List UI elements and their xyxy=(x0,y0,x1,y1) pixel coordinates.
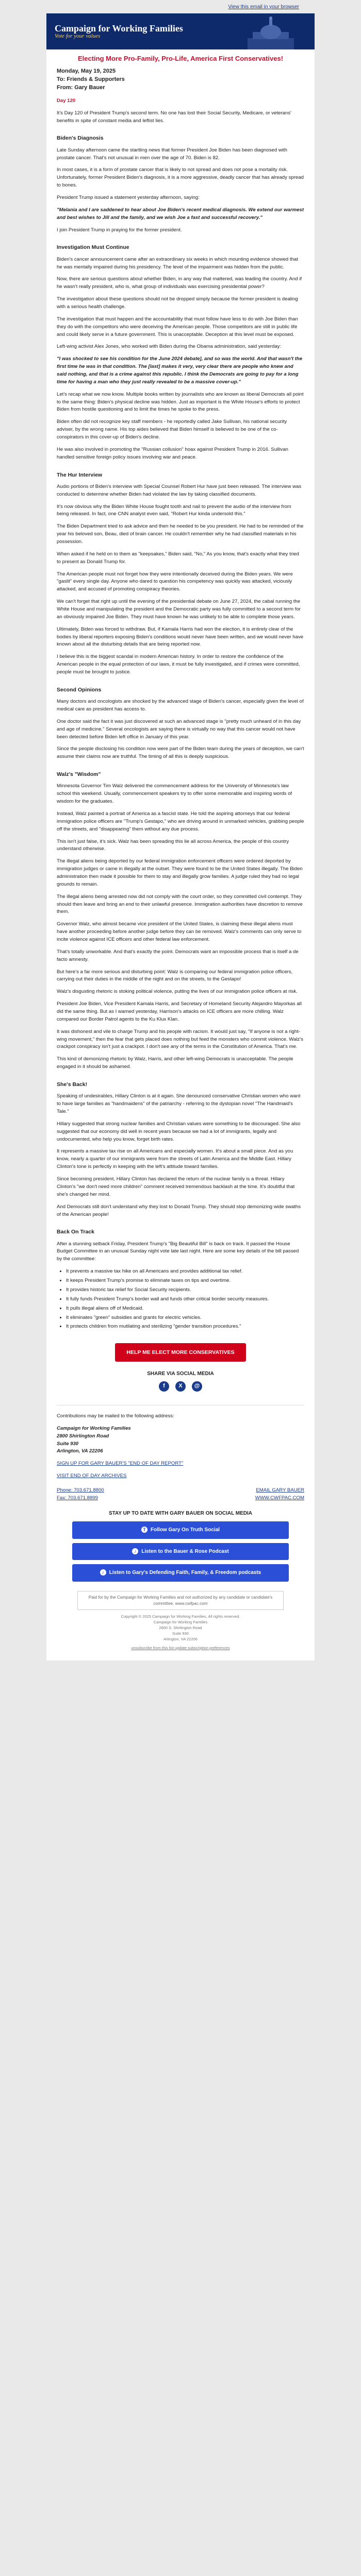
email-from: From: Gary Bauer xyxy=(57,84,105,91)
section-title-diagnosis: Biden's Diagnosis xyxy=(57,135,104,142)
logo xyxy=(55,24,183,39)
list-item: • It pulls illegal aliens off of Medicaid. xyxy=(66,1305,304,1313)
bill-bullets xyxy=(66,1268,304,1331)
podcast-icon: ♪ xyxy=(100,1569,106,1575)
email-body xyxy=(46,97,315,1405)
fax-link[interactable]: Fax: 703.671.8899 xyxy=(57,1495,99,1501)
list-item: • It protects children from mutilating and sterilizing "gender transition procedures." xyxy=(66,1323,304,1331)
paragraph: Walz's disgusting rhetoric is stoking political violence, putting the lives of our immigration police officers at risk. xyxy=(57,989,298,995)
headline: Electing More Pro-Family, Pro-Life, America First Conservatives! xyxy=(46,49,315,65)
address-line: Campaign for Working Families xyxy=(57,1425,131,1431)
paragraph: President Trump issued a statement yesterday afternoon, saying: xyxy=(57,194,200,200)
paragraph: Biden often did not recognize key staff members - he reportedly called Jake Sullivan, his national security adviser, by the wrong name. His top aides believed that Biden himself is believed to be one of the co-conspirators in this cover-up of Biden's decline. xyxy=(57,419,287,440)
legal-line: Suite 930 xyxy=(172,1631,189,1636)
paragraph: This isn't just false, it's sick. Walz has been spreading this lie all across America, the people of this country understand otherwise. xyxy=(57,838,289,852)
paragraph: Governor Walz, who almost became vice president of the United States, is claiming these illegal aliens must have another proceeding before another judge before they can be removed. Walz's comments can only serve to incite violence against ICE officers and other federal law enforcement. xyxy=(57,921,302,943)
x-icon[interactable]: X xyxy=(175,1381,186,1392)
logo-line2: Vote for your values xyxy=(55,32,101,39)
paragraph: It's now obvious why the Biden White House fought tooth and nail to prevent the audio of the interview from being released. In fact, one CNN analyst even said, "Robert Hur kinda undersold this." xyxy=(57,503,291,517)
paragraph: Let's recap what we now know. Multiple books written by journalists who are known as liberal Democrats all point to the same thing: Biden's physical decline was hidden. Just as important is the White House's efforts to protect Biden from hostile questioning and to limit the times he spoke to the press. xyxy=(57,391,304,413)
archives-link[interactable]: VISIT END OF DAY ARCHIVES xyxy=(57,1473,127,1479)
address-line: Arlington, VA 22206 xyxy=(57,1448,103,1454)
contact-right xyxy=(255,1486,304,1502)
section-title-hur: The Hur Interview xyxy=(57,471,103,478)
email-card xyxy=(46,13,315,1660)
paragraph: Biden's cancer announcement came after an extraordinary six weeks in which mounting evidence showed that he was mentally impaired during his presidency. The level of the impairment was hidden from the public. xyxy=(57,256,298,270)
email-to: To: Friends & Supporters xyxy=(57,76,125,82)
defending-podcast-button[interactable] xyxy=(72,1564,289,1582)
social-title: STAY UP TO DATE WITH GARY BAUER ON SOCIAL MEDIA xyxy=(109,1510,252,1516)
paragraph: And Democrats still don't understand why they lost to Donald Trump. They should stop demonizing wide swaths of the American people! xyxy=(57,1204,301,1217)
email-link[interactable]: EMAIL GARY BAUER xyxy=(256,1487,304,1493)
paragraph: Ultimately, Biden was forced to withdraw. But, if Kamala Harris had won the election, it is entirely clear of the bodies by liberal reporters exposing Biden's conditions would never have been written, and we would never have known about all the disturbing details that are being reported now. xyxy=(57,626,304,648)
paragraph: That's totally unworkable. And that's exactly the point. Democrats want an impossible process that is itself a de facto amnesty. xyxy=(57,948,299,962)
paragraph: The American people must not forget how they were intentionally deceived during the Biden years. We were "gaslit" every single day. Anyone who dared to question his competency was quickly was attacked, viciously attacked, and accused of promoting conspiracy theories. xyxy=(57,571,293,592)
paragraph: The Biden Department tried to ask advice and then he needed to be you president. He had to be reminded of the year his beloved son, Beau, died of brain cancer. He couldn't remember why he had classified materials in his possession. xyxy=(57,523,304,545)
quote: "Melania and I are saddened to hear about Joe Biden's recent medical diagnosis. We extend our warmest and best wishes to Jill and the family, and we wish Joe a fast and successful recovery." xyxy=(57,207,304,221)
list-item: • It fully funds President Trump's border wall and funds other critical border security measures. xyxy=(66,1296,304,1303)
capitol-icon xyxy=(237,13,304,49)
paragraph: The illegal aliens being arrested now did not comply with the court order, so they committed civil contempt. They should then leave and bring an end to their unlawful presence. Immigration authorities have discretion to remove them. xyxy=(57,893,303,915)
address-line: 2800 Shirlington Road xyxy=(57,1433,109,1439)
paragraph: When asked if he held on to them as "keepsakes," Biden said, "No," As you know, that's exactly what they tried to present as Donald Trump for. xyxy=(57,551,299,565)
paragraph: I believe this is the biggest scandal in modern American history. In order to restore the confidence of the American people in the equal protection of our laws, it must be fully investigated, and if crimes were committed, people must be brought to justice. xyxy=(57,654,300,675)
section-title-opinions: Second Opinions xyxy=(57,686,102,693)
phone-link[interactable]: Phone: 703.671.8800 xyxy=(57,1487,104,1493)
paragraph: We can't forget that right up until the evening of the presidential debate on June 27, 2024, the cabal running the White House and manipulating the president and the Democratic party was fully committed to a second term for an obviously impaired Joe Biden. They must have known he was unlikely to be able to complete those years. xyxy=(57,599,301,620)
paragraph: Since the people disclosing his condition now were part of the Biden team during the years of deception, we can't assume their claims now are truthful. The timing of all this is deeply suspicious. xyxy=(57,746,304,760)
signup-link[interactable]: SIGN UP FOR GARY BAUER'S "END OF DAY REPORT" xyxy=(57,1461,184,1467)
legal xyxy=(57,1586,304,1651)
view-in-browser-link[interactable]: View this email in your browser xyxy=(228,4,299,10)
footer-address xyxy=(57,1425,304,1455)
contact-row xyxy=(57,1486,304,1502)
section-title-shes-back: She's Back! xyxy=(57,1081,88,1088)
unsubscribe-row[interactable]: unsubscribe from this list update subscription preferences xyxy=(131,1645,230,1650)
day-counter: Day 120 xyxy=(57,97,76,104)
podcast-icon: ♪ xyxy=(132,1548,138,1554)
legal-line: Campaign for Working Families xyxy=(153,1620,208,1625)
section-title-back-on-track: Back On Track xyxy=(57,1229,94,1235)
paragraph: Minnesota Governor Tim Walz delivered the commencement address for the University of Minnesota's law school this weekend. Usually, commencement speakers try to offer some memorable and inspiring words of wisdom for the graduates. xyxy=(57,783,292,805)
donate-button[interactable]: HELP ME ELECT MORE CONSERVATIVES xyxy=(115,1343,245,1362)
paragraph: Left-wing activist Alex Jones, who worked with Biden during the Obama administration, said yesterday: xyxy=(57,344,282,350)
paragraph: After a stunning setback Friday, President Trump's "Big Beautiful Bill" is back on track. It passed the House Budget Committee in an unusual Sunday night vote late last night. Here are some key details of the bill passed by the committee: xyxy=(57,1241,299,1262)
share-icons xyxy=(57,1381,304,1392)
paragraph: But here's a far more serious and disturbing point: Walz is comparing our federal immigration police officers, carrying out their duties in the middle of the night and on the streets, to the Gestapo! xyxy=(57,969,293,982)
legal-line: 2800 S. Shirlington Road xyxy=(159,1625,202,1631)
facebook-icon[interactable]: f xyxy=(159,1381,169,1392)
paragraph: The illegal aliens being deported by our federal immigration enforcement officers were ordered deported by immigration judges or came in illegally at the outset. They were found to be the United States illegally. The Biden administration then made it possible for them to stay and illegally grow families. A judge ruled they had no legal grounds to remain. xyxy=(57,858,303,887)
pill-label: Follow Gary On Truth Social xyxy=(151,1527,220,1533)
share-title: SHARE VIA SOCIAL MEDIA xyxy=(147,1371,214,1377)
list-item: • It provides historic tax relief for Social Security recipients. xyxy=(66,1286,304,1294)
email-date: Monday, May 19, 2025 xyxy=(57,68,116,74)
paragraph: Hillary suggested that strong nuclear families and Christian values were something to be discouraged. She also suggested that our economy did well in recent years because we had a lot of immigrants, legally and undocumented, who help you know, forget birth rates. xyxy=(57,1121,301,1142)
topbar xyxy=(0,0,361,13)
site-link[interactable]: WWW.CWFPAC.COM xyxy=(255,1495,304,1501)
truth-social-icon: T xyxy=(141,1527,147,1533)
paragraph: Audio portions of Biden's interview with Special Counsel Robert Hur have just been released. The interview was conducted to determine whether Biden had violated the law by taking classified documents. xyxy=(57,483,302,497)
pill-label: Listen to the Bauer & Rose Podcast xyxy=(141,1548,229,1554)
truth-social-button[interactable] xyxy=(72,1521,289,1539)
paragraph: In most cases, it is a form of prostate cancer that is likely to not spread and does not pose a mortality risk. Unfortunately, former President Biden's diagnosis, it is a more aggressive, deadly cancer that has already spread to bones. xyxy=(57,167,304,189)
paragraph: One doctor said the fact it was just discovered at such an advanced stage is "pretty much unheard of in this day and age of medicine." Several oncologists are saying there is virtually no way that this cancer would not have been detected before Biden left office in January of this year. xyxy=(57,718,301,740)
contact-left xyxy=(57,1486,104,1502)
logo-line1: Campaign for Working Families xyxy=(55,23,183,33)
paragraph: This kind of demonizing rhetoric by Walz, Harris, and other left-wing Democrats is unacceptable. The people engaged in it should be ashamed. xyxy=(57,1056,293,1070)
email-meta xyxy=(46,65,315,97)
section-title-walz: Walz's "Wisdom" xyxy=(57,771,101,778)
paragraph: Instead, Walz painted a portrait of America as a fascist state. He told the aspiring attorneys that our federal immigration police officers are "Trump's Gestapo," who are driving around in unmarked vehicles, grabbing people off the streets, and "disappearing" them without any due process. xyxy=(57,811,304,832)
section-title-investigation: Investigation Must Continue xyxy=(57,244,129,251)
paragraph: I join President Trump in praying for the former president. xyxy=(57,227,182,233)
email-icon[interactable]: @ xyxy=(192,1381,202,1392)
list-item: • It prevents a massive tax hike on all Americans and provides additional tax relief. xyxy=(66,1268,304,1276)
footer xyxy=(46,1405,315,1660)
intro-paragraph: It's Day 120 of President Trump's second term. No one has lost their Social Security, Medicare, or veterans' benefits in spite of constant media and leftist lies. xyxy=(57,110,291,124)
paragraph: Now, there are serious questions about whether Biden, in any way that mattered, was leading the country. And if he wasn't really president, who is, what group of individuals was exercising presidential power? xyxy=(57,276,302,290)
address-line: Suite 930 xyxy=(57,1440,79,1447)
podcast-button[interactable] xyxy=(72,1543,289,1561)
list-item: • It keeps President Trump's promise to eliminate taxes on tips and overtime. xyxy=(66,1277,304,1285)
quote: "I was shocked to see his condition for the June 2024 debate], and so was the world. And that wasn't the first time he was in that condition. The [last] makes it very, very clear there are people who knew and said nothing, and that is a crime against this republic. I think the Democrats are going to pay for a long time for having a man who they just really revealed to be a massive cover-up." xyxy=(57,356,303,385)
copyright: Copyright © 2025 Campaign for Working Families, All rights reserved. xyxy=(121,1614,240,1619)
header-banner xyxy=(46,13,315,49)
paragraph: It represents a massive tax rise on all Americans and especially women. It's about a small piece. And as you know, nearly a quarter of our immigrants were from the streets of Latin America and the Middle East. Hillary Clinton's tone is perfectly in keeping with the left's attitude toward families. xyxy=(57,1148,293,1170)
pill-label: Listen to Gary's Defending Faith, Family, & Freedom podcasts xyxy=(109,1570,261,1576)
list-item: • It eliminates "green" subsidies and grants for electric vehicles. xyxy=(66,1314,304,1322)
footer-mail-intro: Contributions may be mailed to the following address: xyxy=(57,1413,174,1419)
paragraph: The investigation about these questions should not be dropped simply because the former president is dealing with a serious health challenge. xyxy=(57,296,298,310)
legal-line: Arlington, VA 22206 xyxy=(163,1636,198,1641)
paragraph: It was dishonest and vile to charge Trump and his people with racism. It would just say, "If anyone is not a right-wing movement," then the fear that gets placed does nothing but feed the monsters who commit violence. Walz's crackpot conspiracy isn't just a crackpot. I don't see any of the terms in the Constitution of America. That's me. xyxy=(57,1028,303,1050)
paragraph: President Joe Biden, Vice President Kamala Harris, and Secretary of Homeland Security Alejandro Mayorkas all did the same thing. But as I warned yesterday, Harrison's attacks on ICE officers are more chilling. Walz compared our Border Patrol agents to the Ku Klux Klan. xyxy=(57,1001,302,1022)
paid-for: Paid for by the Campaign for Working Families and not authorized by any candidate or candidate's committee. www.cwfpac.com xyxy=(77,1591,284,1611)
paragraph: Many doctors and oncologists are shocked by the advanced stage of Biden's cancer, especially given the level of medical care as president has access to. xyxy=(57,699,304,712)
paragraph: Since becoming president, Hillary Clinton has declared the return of the nuclear family is a threat. Hillary Clinton's "we don't need more children" comment received tremendous backlash at the time. It's doubtful that she's changed her mind. xyxy=(57,1176,295,1197)
cta-wrap xyxy=(57,1336,304,1365)
paragraph: He was also involved in promoting the "Russian collusion" hoax against President Trump in 2016. Sullivan handled sensitive foreign policy issues involving war and peace. xyxy=(57,446,288,460)
paragraph: Speaking of undesirables, Hillary Clinton is at it again. She denounced conservative Christian women who want to have large families as "handmaidens" of the patriarchy - referring to the dystopian novel "The Handmaid's Tale." xyxy=(57,1093,301,1115)
paragraph: The investigation that must happen and the accountability that must follow have less to do with Joe Biden than they do with the competitors who were deceiving the American people. Those competitors are still in public life and could likely serve in a future government. This is unacceptable. Deception at this level must be exposed. xyxy=(57,316,298,337)
paragraph: Late Sunday afternoon came the startling news that former President Joe Biden has been diagnosed with prostate cancer. That's not unusual in men over the age of 70. Biden is 82. xyxy=(57,147,287,161)
